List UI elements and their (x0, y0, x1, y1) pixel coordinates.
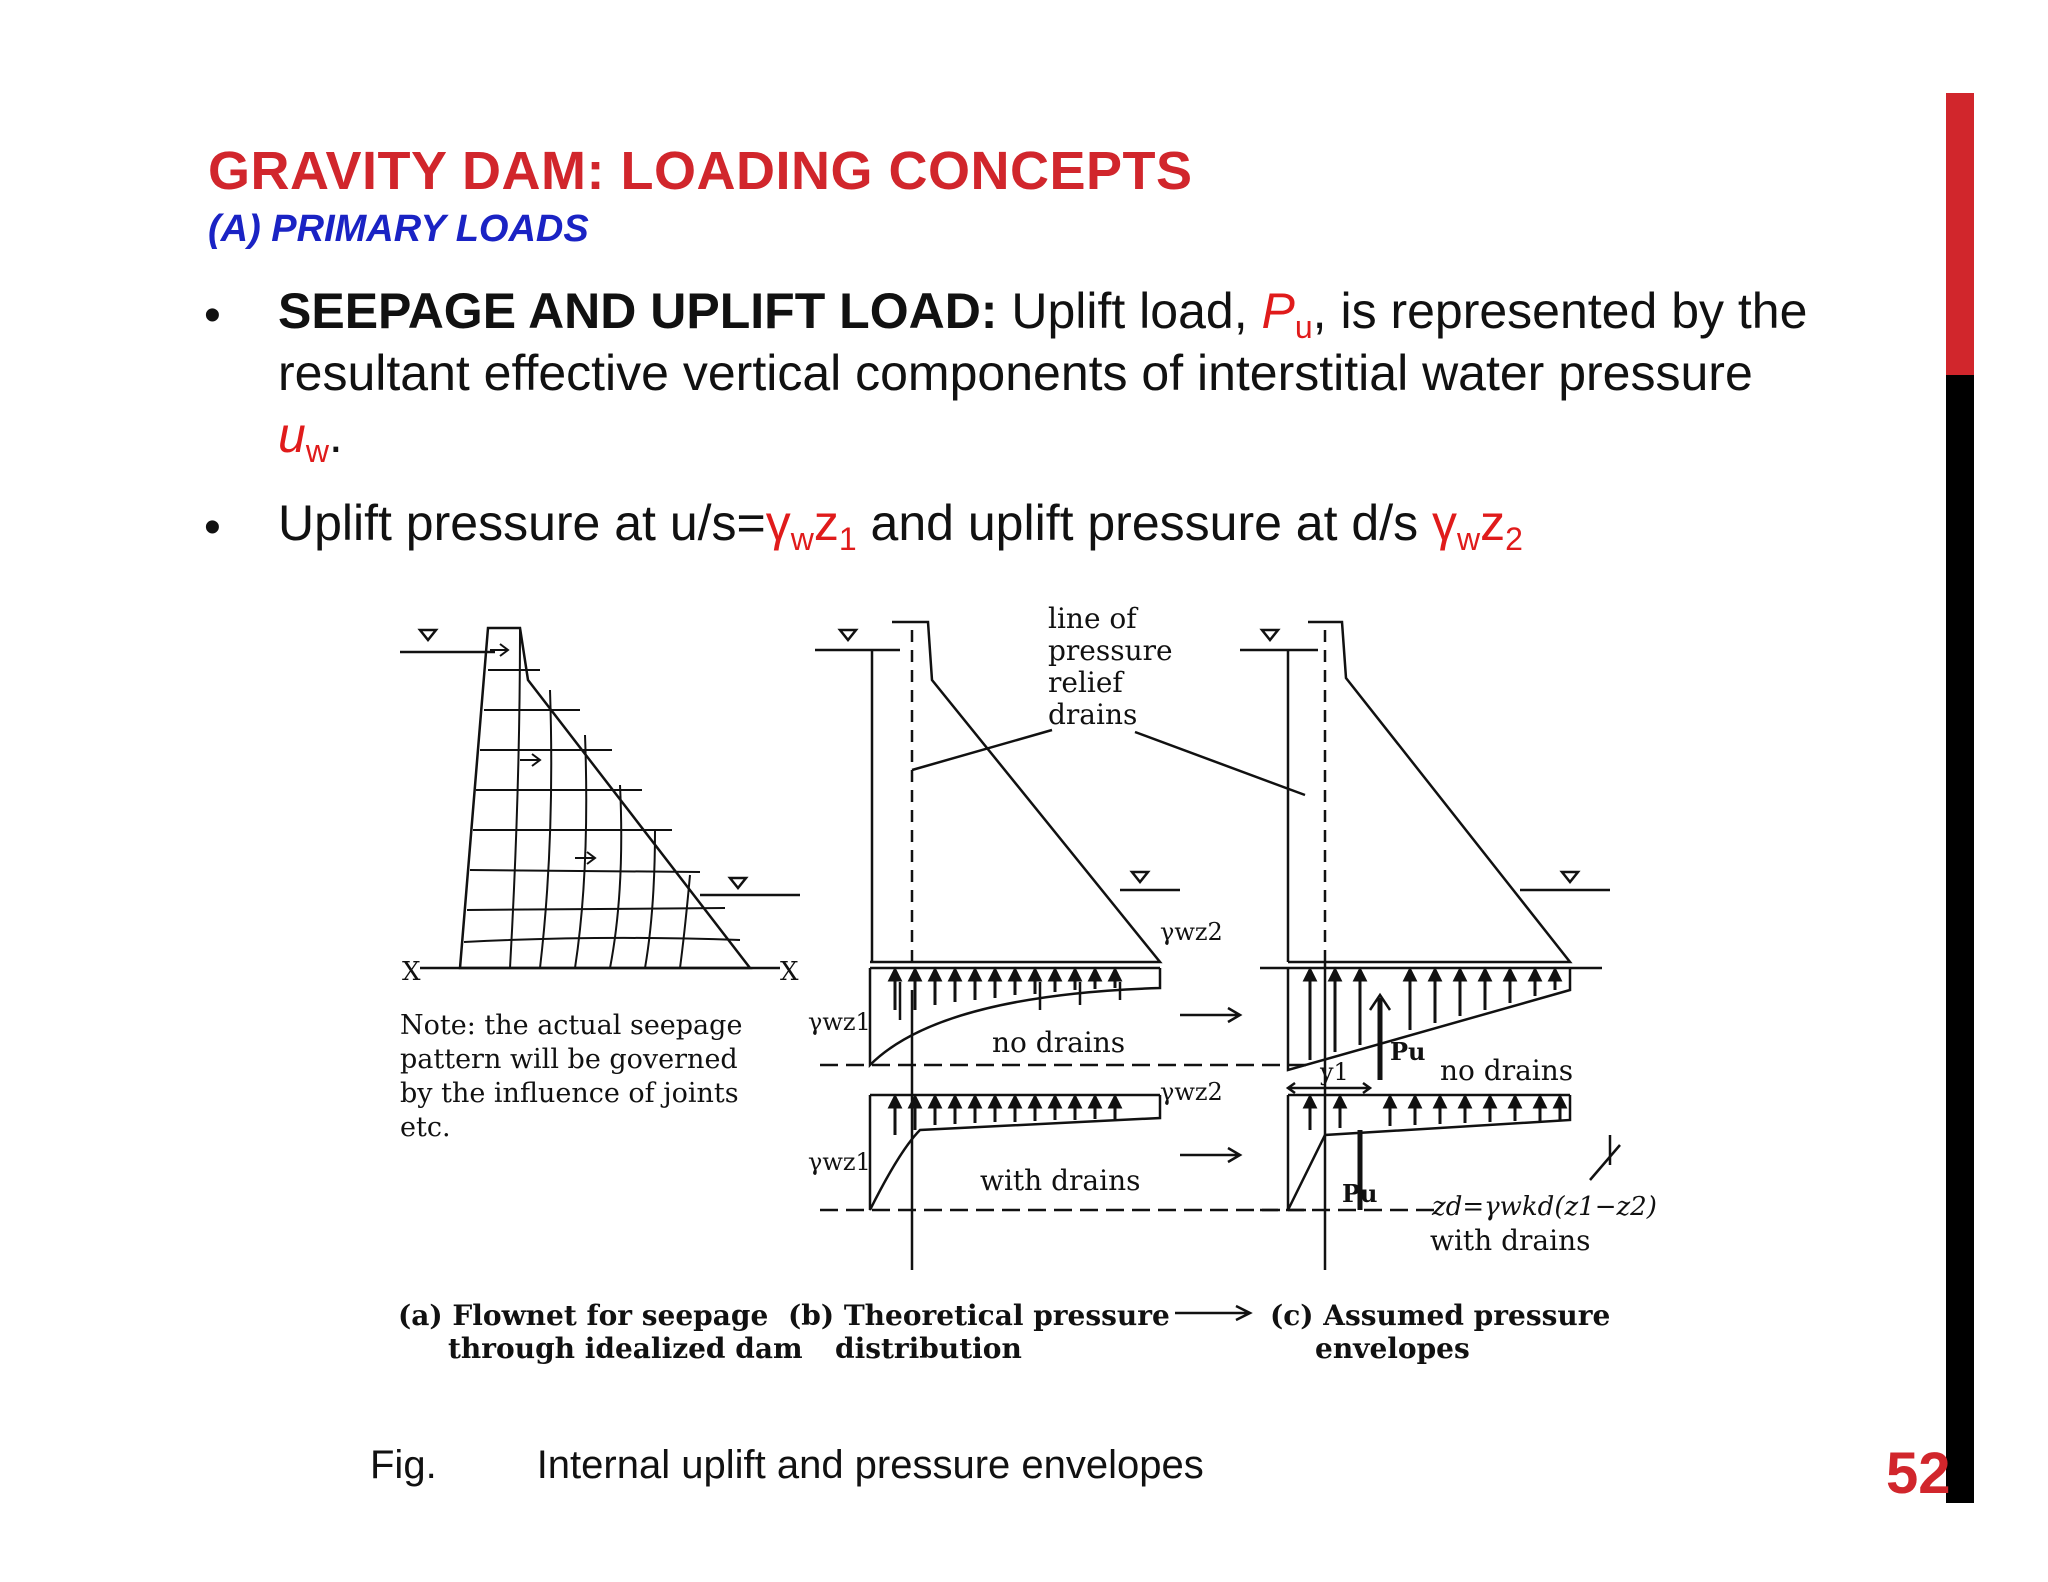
symbol-u-sub: w (305, 433, 329, 469)
slide-title: GRAVITY DAM: LOADING CONCEPTS (208, 141, 1193, 201)
bullet-seepage-uplift (278, 280, 1918, 469)
label-with-drains-b: with drains (980, 1164, 1141, 1197)
label-gwz2-mid: γwz2 (1160, 1078, 1223, 1106)
label-x-right: X (780, 957, 799, 987)
sub-b-line-1: (b) Theoretical pressure (788, 1299, 1170, 1332)
accent-bar-red (1946, 93, 1974, 375)
label-no-drains-c: no drains (1440, 1054, 1574, 1087)
label-y1: y1 (1320, 1058, 1349, 1086)
note-line-3: by the influence of joints (400, 1078, 739, 1109)
gamma-sub: w (1457, 521, 1481, 557)
figure-caption (370, 1443, 1204, 1488)
gamma-symbol: γ (765, 495, 791, 551)
bullet-text: Uplift load, (1011, 283, 1248, 339)
z2-sub: 2 (1505, 521, 1523, 557)
page-number: 52 (1886, 1441, 1951, 1506)
figure-caption-text: Internal uplift and pressure envelopes (536, 1443, 1204, 1487)
label-gwz1-bottom: γwz1 (808, 1148, 871, 1176)
label-with-drains-c: with drains (1430, 1224, 1591, 1257)
uplift-diagram (380, 590, 1680, 1400)
label-no-drains-b: no drains (992, 1026, 1126, 1059)
bullet-end: . (328, 407, 343, 463)
bullet-text-after: , is represented by the resultant effective vertical components of interstitial water pressure (278, 283, 1808, 401)
accent-bar-black (1946, 375, 1974, 1503)
z-symbol: z (813, 495, 839, 551)
gamma-sub: w (790, 521, 814, 557)
label-zd-formula: zd=γwkd(z1−z2) (1432, 1192, 1657, 1222)
note-line-2: pattern will be governed (400, 1044, 738, 1075)
label-Pu-bottom: Pu (1342, 1179, 1378, 1208)
label-gwz2-top: γwz2 (1160, 918, 1223, 946)
bullet-text: and uplift pressure at d/s (870, 495, 1419, 551)
uplift-arrows-c (1305, 970, 1565, 1130)
label-Pu-top: Pu (1390, 1037, 1426, 1066)
symbol-P: P (1261, 283, 1295, 339)
symbol-u: u (278, 407, 306, 463)
bullet-heading: SEEPAGE AND UPLIFT LOAD: (278, 283, 998, 339)
bullet-marker: • (204, 289, 221, 342)
sub-a-line-2: through idealized dam (448, 1332, 803, 1365)
label-drains: drains (1048, 698, 1138, 731)
z-symbol: z (1480, 495, 1506, 551)
figure-caption-prefix: Fig. (370, 1443, 437, 1487)
gamma-symbol: γ (1432, 495, 1457, 551)
label-gwz1-top: γwz1 (808, 1008, 871, 1036)
sub-c-line-2: envelopes (1315, 1332, 1470, 1365)
note-line-4: etc. (400, 1112, 451, 1143)
bullet-text: Uplift pressure at u/s= (278, 495, 766, 551)
note-line-1: Note: the actual seepage (400, 1010, 743, 1041)
bullet-marker: • (204, 501, 221, 554)
flownet-grid (464, 630, 740, 968)
label-x-left: X (402, 957, 421, 987)
label-pressure: pressure (1048, 634, 1173, 667)
sub-a-line-1: (a) Flownet for seepage (398, 1299, 769, 1332)
label-line-of: line of (1048, 602, 1137, 635)
dam-a-outline (400, 628, 800, 968)
z1-sub: 1 (838, 521, 857, 557)
bullet-uplift-pressure (278, 492, 1918, 557)
label-relief: relief (1048, 666, 1123, 699)
symbol-P-sub: u (1294, 309, 1313, 345)
sub-b-line-2: distribution (835, 1332, 1022, 1365)
slide-subtitle: (A) PRIMARY LOADS (208, 208, 589, 250)
sub-c-line-1: (c) Assumed pressure (1270, 1299, 1611, 1332)
